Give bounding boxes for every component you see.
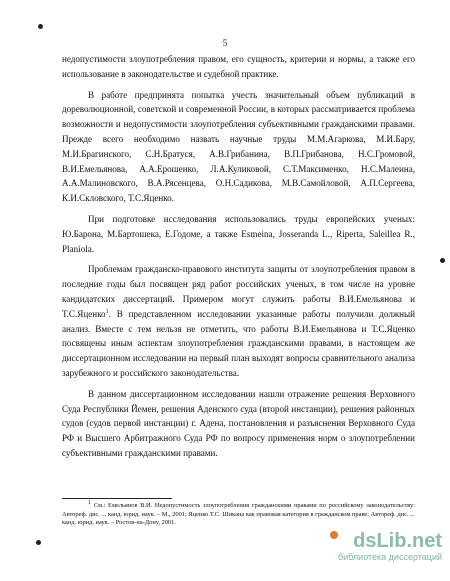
watermark [318,527,444,567]
page-number: 5 [222,38,228,48]
paragraph-text: . В представленном исследовании указанные работы получили должный анализ. Вместе с тем нельзя не отметить, что работы В.И.Емельянова и Т.С.Яценко посвящены иным аспектам злоупотребления гражданскими правами, в настоящем же диссертационном исследовании на первый план выходят вопросы сравнительного анализа зарубежного и российского законодательства. [62,308,415,378]
dslib-logo-icon [318,527,444,551]
paragraph [62,262,415,380]
punch-hole-mark [38,24,43,29]
paragraph: В данном диссертационном исследовании нашли отражение решения Верховного Суда Республики Йемен, решения Аденского суда (второй инстанции), решения районных судов (судов первой инстанции) г. Адена, постановления и разъяснения Верховного Суда РФ и Высшего Арбитражного Суда РФ по вопросу применения норм о злоупотреблении субъективными гражданскими правами. [62,388,415,458]
paragraph: недопустимости злоупотребления правом, его сущность, критерии и нормы, а также его использование в законодательстве и судебной практике. [62,54,415,79]
body-text [62,52,415,461]
footnote-ref[interactable]: 1 [105,308,109,315]
footnote-divider [62,498,172,499]
punch-hole-mark [36,540,41,545]
punch-hole-mark [440,258,445,263]
paragraph-text: Проблемам гражданско-правового института защиты от злоупотребления правом в последние годы был посвящен ряд работ российских ученых, в том числе на уровне кандидатских диссертаций. Примером могут служить работы В.И.Емельянова и Т.С.Яценко [62,264,415,319]
paragraph: В работе предпринята попытка учесть значительный объем публикаций в дореволюционной, советской и современной России, в которых рассматривается проблема возможности и недопустимости злоупотребления субъективными гражданскими правами. Прежде всего необходимо назвать научные труды М.М.Агаркова, М.И.Бару, М.И.Брагинского, С.Н.Братуся, А.В.Грибанина, В.П.Грибанова, Н.С.Громовой, В.И.Емельянова, А.А.Ерошенко, Л.А.Куликовой, С.Т.Максименко, Н.С.Малеина, А.А.Малиновского, В.А.Рясенцева, О.Н.Садикова, М.В.Самойловой, А.П.Сергеева, К.И.Скловского, Т.С.Яценко. [62,89,415,204]
footnote [62,499,415,528]
watermark-subtitle: библиотека диссертаций [337,552,442,562]
footnote-marker: 1 [88,499,91,506]
svg-text:dsLib.net: dsLib.net [353,530,442,551]
footnote-text: См.: Емельянов В.И. Недопустимость злоупотребления гражданскими правами по российскому законодательству: Автореф. дис. ... канд. юрид. наук. – М., 2001; Яценко Т.С. Шикана как правовая категория в гражданском праве: Автореф. дис. ... канд. юрид. наук. – Ростов-на-Дону, 2001. [62,502,415,527]
paragraph: При подготовке исследования использовались труды европейских ученых: Ю.Барона, М.Бартошека, Е.Годоме, а также Esmeina, Josseranda L., Riperta, Saleillea R., Planiola. [62,213,415,254]
